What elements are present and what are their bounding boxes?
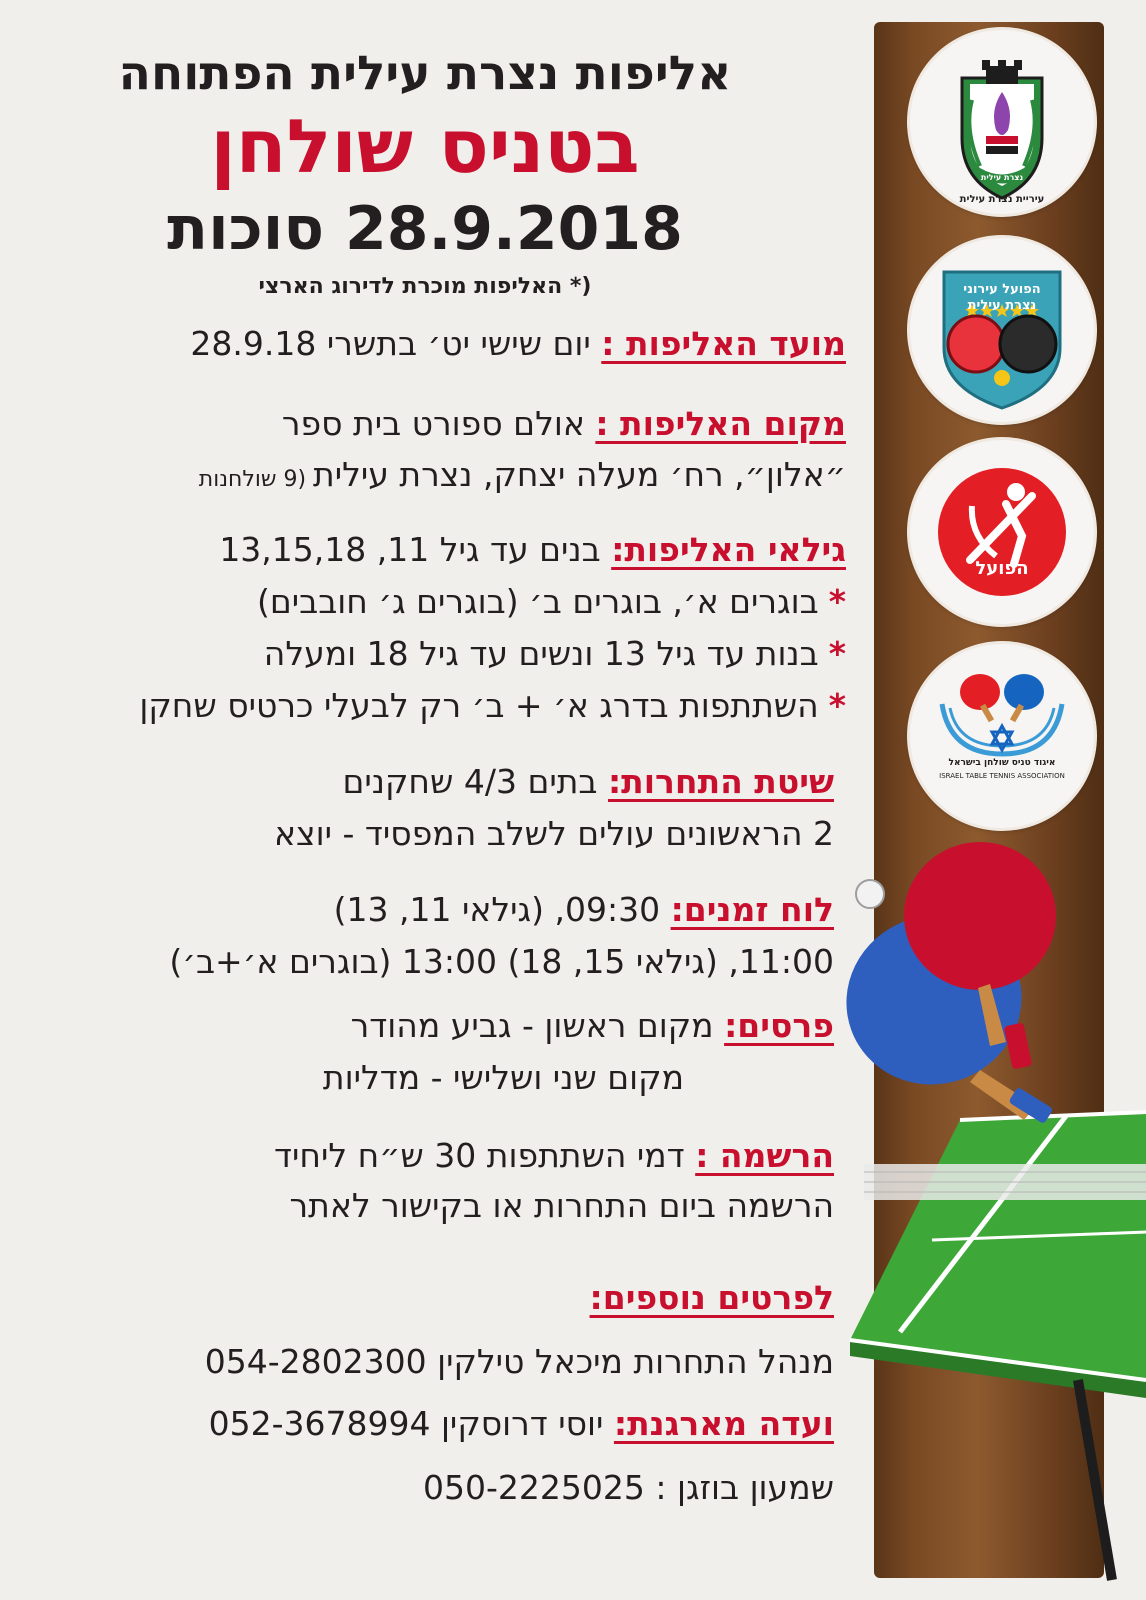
committee-label: ועדה מארגנת: xyxy=(613,1404,834,1443)
format-row-2 xyxy=(274,814,834,854)
club-shield-icon xyxy=(910,238,1094,422)
schedule-detail: 11:00, (גילאי 15, 18) 13:00 (בוגרים א׳+ב׳) xyxy=(169,942,834,981)
ages-label: גילאי האליפות: xyxy=(611,530,846,569)
ages-row xyxy=(219,530,846,570)
manager-contact: מנהל התחרות מיכאל טילקין 054-2802300 xyxy=(204,1342,834,1381)
itta-hebrew-name: איגוד טניס שולחן בישראל xyxy=(948,758,1056,768)
registration-detail: הרשמה ביום התחרות או בקישור לאתר xyxy=(289,1186,834,1225)
place-row-2 xyxy=(199,455,846,500)
committee-row xyxy=(209,1404,834,1444)
title-line-2: בטניס שולחן xyxy=(210,104,640,190)
ping-pong-illustration xyxy=(840,820,1146,1600)
itta-paddles-icon xyxy=(910,644,1094,828)
bullet-star: * xyxy=(828,634,846,673)
format-detail: 2 הראשונים עולים לשלב המפסיד - יוצא xyxy=(273,814,834,853)
rating-note: (* האליפות מוכרת לדירוג הארצי xyxy=(258,274,592,299)
hapoel-club-logo xyxy=(910,238,1094,422)
committee-contact: יוסי דרוסקין 052-3678994 xyxy=(208,1404,614,1443)
itta-english-name: ISRAEL TABLE TENNIS ASSOCIATION xyxy=(939,772,1065,780)
ball-icon xyxy=(856,880,884,908)
place-row xyxy=(282,404,846,444)
prizes-row xyxy=(351,1006,834,1046)
format-row xyxy=(343,762,835,802)
ages-item xyxy=(139,686,846,726)
date-value: יום שישי יט׳ בתשרי 28.9.18 xyxy=(190,324,602,363)
format-label: שיטת התחרות: xyxy=(607,762,834,801)
registration-value: דמי השתתפות 30 ש״ח ליחיד xyxy=(274,1136,696,1175)
bullet-star: * xyxy=(828,582,846,621)
bullet-star: * xyxy=(828,686,846,725)
club-name-line-1: הפועל עירוני xyxy=(963,282,1041,297)
itta-logo xyxy=(910,644,1094,828)
schedule-row-2 xyxy=(169,942,834,982)
title-line-3: 28.9.2018 סוכות xyxy=(167,194,683,264)
ages-item xyxy=(257,582,846,622)
schedule-value: 09:30, (גילאי 11, 13) xyxy=(333,890,671,929)
contacts-heading-row xyxy=(590,1278,834,1318)
date-label: מועד האליפות : xyxy=(601,324,846,363)
prizes-label: פרסים: xyxy=(724,1006,834,1045)
ages-item-text: בוגרים א׳, בוגרים ב׳ (בוגרים ג׳ חובבים) xyxy=(256,582,819,621)
registration-row xyxy=(274,1136,834,1176)
ages-item-text: השתתפות בדרג א׳ + ב׳ רק לבעלי כרטיס שחקן xyxy=(139,686,819,725)
date-row xyxy=(190,324,846,364)
city-emblem-logo xyxy=(910,30,1094,214)
ping-pong-table-icon xyxy=(850,1112,1146,1580)
manager-row xyxy=(205,1342,834,1382)
format-value: בתים 4/3 שחקנים xyxy=(342,762,608,801)
registration-label: הרשמה : xyxy=(695,1136,834,1175)
title-line-1: אליפות נצרת עילית הפתוחה xyxy=(118,46,732,101)
place-tables-note: (9 שולחנות xyxy=(198,467,314,492)
hapoel-text: הפועל xyxy=(975,558,1029,579)
ages-value: בנים עד גיל 11, 13,15,18 xyxy=(219,530,612,569)
third-contact-row xyxy=(423,1468,834,1508)
club-name-line-2: נצרת עילית xyxy=(967,298,1037,313)
city-ribbon-text: נצרת עילית xyxy=(980,173,1024,182)
place-address: ״אלון״, רח׳ מעלה יצחק, נצרת עילית xyxy=(313,455,846,494)
registration-row-2 xyxy=(290,1186,835,1226)
prizes-row-2 xyxy=(323,1058,684,1098)
hapoel-logo xyxy=(910,440,1094,624)
city-caption: עיריית נצרת עילית xyxy=(959,194,1045,205)
ages-item-text: בנות עד גיל 13 ונשים עד גיל 18 ומעלה xyxy=(263,634,819,673)
prizes-detail: מקום שני ושלישי - מדליות xyxy=(322,1058,684,1097)
ages-item xyxy=(264,634,846,674)
place-label: מקום האליפות : xyxy=(595,404,846,443)
place-value: אולם ספורט בית ספר xyxy=(281,404,596,443)
prizes-value: מקום ראשון - גביע מהודר xyxy=(350,1006,725,1045)
city-shield-icon xyxy=(910,30,1094,214)
hapoel-emblem-icon xyxy=(910,440,1094,624)
third-contact: שמעון בוזגן : 050-2225025 xyxy=(423,1468,834,1507)
contacts-heading: לפרטים נוספים: xyxy=(589,1278,834,1317)
schedule-label: לוח זמנים: xyxy=(670,890,834,929)
schedule-row xyxy=(334,890,834,930)
